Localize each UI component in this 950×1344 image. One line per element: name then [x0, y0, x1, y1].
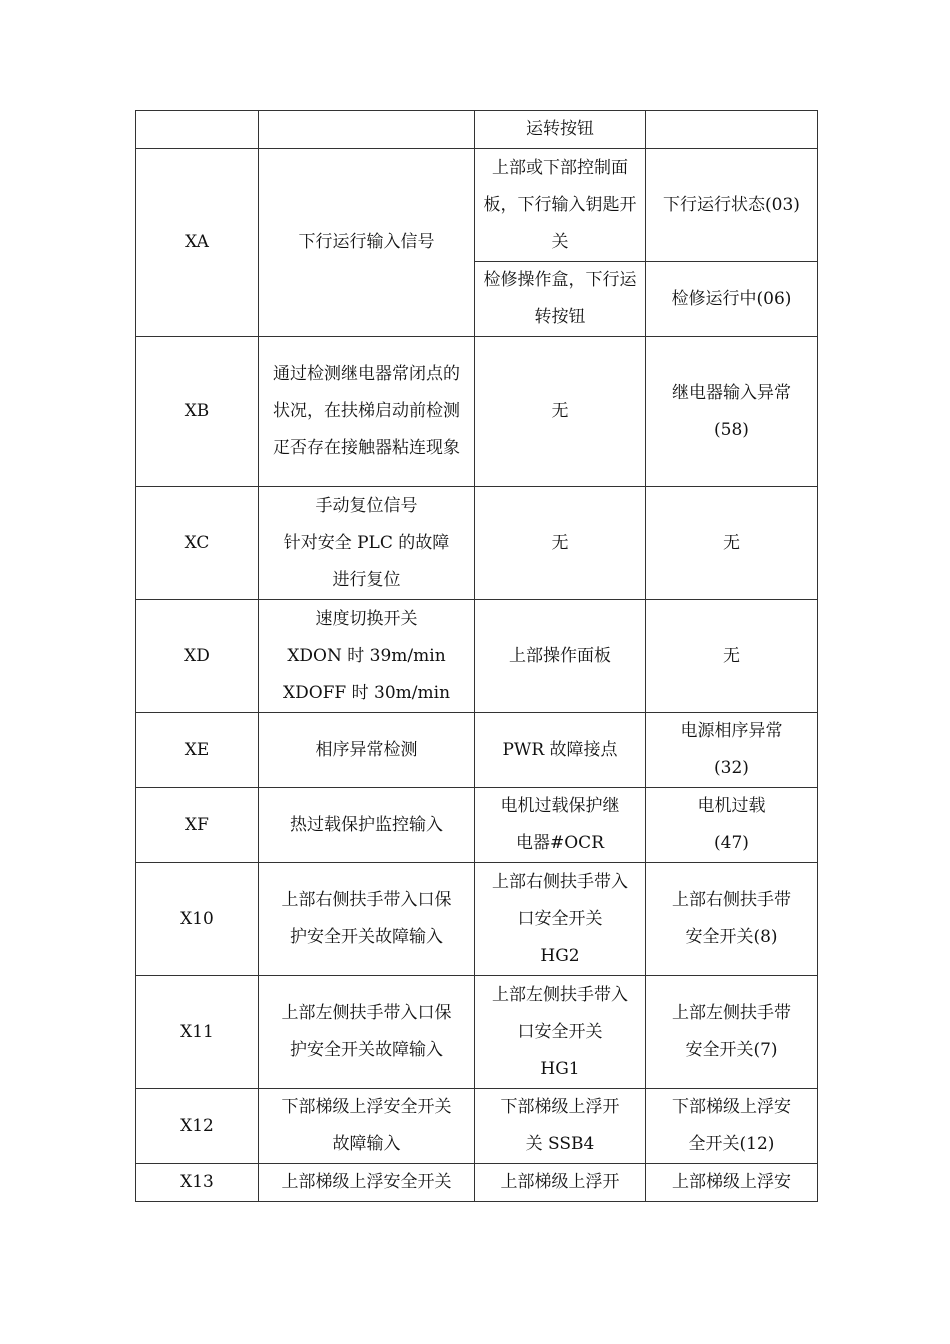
- table-row: [136, 149, 818, 262]
- signal-description-cell: [259, 976, 475, 1089]
- device-cell: 上部操作面板: [475, 600, 646, 713]
- signal-description-cell: [259, 600, 475, 713]
- device-cell: [475, 976, 646, 1089]
- fault-code-cell: [646, 788, 818, 863]
- signal-line: 进行复位: [332, 569, 401, 590]
- fault-line: 安全开关(8): [685, 927, 778, 947]
- table-row: [136, 600, 818, 713]
- table-row: [136, 713, 818, 788]
- signal-line: 护安全开关故障输入: [290, 927, 443, 947]
- device-line: HG1: [540, 1058, 580, 1079]
- io-signal-table: [135, 110, 818, 1202]
- signal-line: 针对安全 PLC 的故障: [283, 532, 450, 553]
- fault-line: 下部梯级上浮安: [672, 1097, 791, 1117]
- input-code-cell: XA: [136, 149, 259, 337]
- table-row: [136, 863, 818, 976]
- device-cell: 检修操作盒，下行运转按钮: [475, 262, 646, 337]
- fault-code-cell: [646, 111, 818, 149]
- device-line: 关 SSB4: [525, 1134, 595, 1154]
- fault-line: (32): [714, 758, 749, 778]
- fault-code-cell: [646, 863, 818, 976]
- input-code-cell: [136, 111, 259, 149]
- signal-line: 护安全开关故障输入: [290, 1040, 443, 1060]
- fault-line: (47): [714, 833, 749, 853]
- fault-line: 电源相序异常: [680, 721, 783, 741]
- signal-description-cell: 上部梯级上浮安全开关: [259, 1164, 475, 1202]
- table-row: [136, 111, 818, 149]
- device-line: 上部右侧扶手带入: [492, 871, 628, 892]
- fault-code-cell: 无: [646, 600, 818, 713]
- table-row: [136, 976, 818, 1089]
- fault-code-cell: [646, 1089, 818, 1164]
- input-code-cell: XF: [136, 788, 259, 863]
- fault-code-cell: [646, 713, 818, 788]
- device-line: 下部梯级上浮开: [500, 1097, 620, 1117]
- device-cell: [475, 863, 646, 976]
- signal-description-cell: 热过载保护监控输入: [259, 788, 475, 863]
- input-code-cell: X12: [136, 1089, 259, 1164]
- input-code-cell: X13: [136, 1164, 259, 1202]
- device-cell: 上部梯级上浮开: [475, 1164, 646, 1202]
- input-code-cell: XB: [136, 337, 259, 487]
- signal-description-cell: 相序异常检测: [259, 713, 475, 788]
- fault-code-cell: 上部梯级上浮安: [646, 1164, 818, 1202]
- input-code-cell: XD: [136, 600, 259, 713]
- fault-code-cell: [646, 976, 818, 1089]
- fault-code-cell: 继电器输入异常(58): [646, 337, 818, 487]
- fault-code-cell: 无: [646, 487, 818, 600]
- device-line: 口安全开关: [517, 908, 603, 929]
- signal-description-cell: 下行运行输入信号: [259, 149, 475, 337]
- device-line: HG2: [540, 945, 580, 966]
- table-row: [136, 1164, 818, 1202]
- device-line: 上部左侧扶手带入: [492, 984, 628, 1005]
- fault-line: 安全开关(7): [685, 1040, 778, 1060]
- fault-line: 上部左侧扶手带: [672, 1003, 791, 1023]
- device-cell: [475, 1089, 646, 1164]
- device-cell: [475, 788, 646, 863]
- signal-line: 上部左侧扶手带入口保: [281, 1003, 452, 1023]
- table-row: [136, 1089, 818, 1164]
- device-line: 电器#OCR: [516, 833, 604, 853]
- signal-description-cell: [259, 863, 475, 976]
- device-cell: PWR 故障接点: [475, 713, 646, 788]
- device-cell: 无: [475, 337, 646, 487]
- signal-line: 下部梯级上浮安全开关: [281, 1097, 452, 1117]
- fault-code-cell: 下行运行状态(03): [646, 149, 818, 262]
- device-cell: 运转按钮: [475, 111, 646, 149]
- signal-line: 故障输入: [332, 1134, 401, 1154]
- table-row: [136, 788, 818, 863]
- signal-description-cell: 通过检测继电器常闭点的状况，在扶梯启动前检测疋否存在接触器粘连现象: [259, 337, 475, 487]
- table-row: [136, 487, 818, 600]
- fault-code-cell: 检修运行中(06): [646, 262, 818, 337]
- signal-line: 手动复位信号: [315, 495, 418, 516]
- input-code-cell: XC: [136, 487, 259, 600]
- fault-line: 上部右侧扶手带: [672, 890, 791, 910]
- table-row: [136, 337, 818, 487]
- device-line: 电机过载保护继: [500, 796, 620, 816]
- signal-description-cell: [259, 487, 475, 600]
- fault-line: 全开关(12): [688, 1134, 775, 1154]
- fault-line: 电机过载: [697, 796, 766, 816]
- signal-line: 上部右侧扶手带入口保: [281, 890, 452, 910]
- signal-line: 速度切换开关: [315, 608, 418, 629]
- signal-line: XDOFF 时 30m/min: [282, 682, 451, 703]
- device-cell: 上部或下部控制面板，下行输入钥匙开关: [475, 149, 646, 262]
- input-code-cell: XE: [136, 713, 259, 788]
- input-code-cell: X10: [136, 863, 259, 976]
- signal-description-cell: [259, 1089, 475, 1164]
- device-line: 口安全开关: [517, 1021, 603, 1042]
- device-cell: 无: [475, 487, 646, 600]
- input-code-cell: X11: [136, 976, 259, 1089]
- signal-description-cell: [259, 111, 475, 149]
- signal-line: XDON 时 39m/min: [287, 645, 446, 666]
